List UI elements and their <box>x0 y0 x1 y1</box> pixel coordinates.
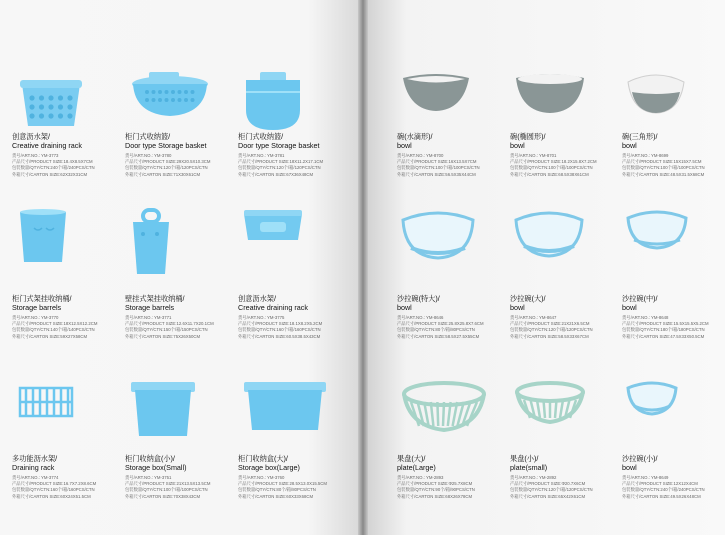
door-basket-icon <box>242 70 304 139</box>
product-name <box>12 455 57 472</box>
spec-art: 货号/ART.NO.: YM-3751 <box>125 475 172 480</box>
product-name-en: Storage box(Small) <box>125 462 187 472</box>
spec-size: 产品尺寸/PRODUCT SIZE:16X13.5X7CM <box>397 159 477 165</box>
product-name-en: Creative draining rack <box>12 140 82 150</box>
spec-qty: 包装数量/QTY/CTN:100个/箱/100PCS/CTN <box>397 165 480 171</box>
spec-carton: 外箱尺寸/CARTON SIZE:67X36X48CM <box>238 171 314 177</box>
spec-size: 产品尺寸/PRODUCT SIZE:18.1X8.2X5.2CM <box>238 321 323 327</box>
product-name <box>397 295 440 312</box>
product-name-cn: 柜门收纳盒(大)/ <box>238 454 288 463</box>
spec-qty: 包装数量/QTY/CTN:160个/箱/160PCS/CTN <box>238 327 321 333</box>
product-name-cn: 果盘(小)/ <box>510 454 539 463</box>
fruit-plate-small-icon <box>514 380 586 429</box>
spec-size: 产品尺寸/PRODUCT SIZE:12.6X11.7X20.1CM <box>125 321 214 327</box>
spec-qty: 包装数量/QTY/CTN:240个/箱/240PCS/CTN <box>12 165 95 171</box>
product-name-cn: 沙拉碗(中)/ <box>622 294 658 303</box>
spec-size: 产品尺寸/PRODUCT SIZE:16.7X7.2X8.6CM <box>12 481 97 487</box>
spec-size: 产品尺寸/PRODUCT SIZE:28.5X13.0X15.5CM <box>238 481 327 487</box>
spec-qty: 包装数量/QTY/CTN:160个/箱/160PCS/CTN <box>12 487 95 493</box>
product-name <box>510 295 546 312</box>
draining-tray-icon <box>242 208 304 247</box>
product-name <box>622 455 658 472</box>
spec-carton: 外箱尺寸/CARTON SIZE:58.5X33X67CM <box>510 333 589 339</box>
product-specs <box>397 315 484 340</box>
spec-art: 货号/ART.NO.: YM-2892 <box>510 475 557 480</box>
product-specs <box>12 475 96 500</box>
spec-size: 产品尺寸/PRODUCT SIZE:25.8X25.8X7.6CM <box>397 321 484 327</box>
product-name-en: bowl <box>397 140 412 150</box>
product-specs <box>125 315 214 340</box>
storage-barrel-icon <box>16 208 70 271</box>
product-name <box>125 295 185 312</box>
product-name <box>238 133 320 150</box>
salad-bowl-m-icon <box>626 208 688 255</box>
product-name <box>510 455 547 472</box>
spec-size: 产品尺寸/PRODUCT SIZE:Φ20.7X6CM <box>510 481 586 487</box>
product-specs <box>238 475 327 500</box>
spec-art: 货号/ART.NO.: YM-8647 <box>510 315 557 320</box>
storage-basket-icon <box>129 70 211 125</box>
spec-carton: 外箱尺寸/CARTON SIZE:58.5X27.5X55CM <box>397 333 480 339</box>
wire-rack-icon <box>16 380 76 425</box>
product-name-cn: 柜门式收纳篮/ <box>238 132 284 141</box>
product-specs <box>397 475 475 500</box>
large-box-icon <box>242 380 328 437</box>
product-name-cn: 创意沥水架/ <box>12 132 50 141</box>
product-name <box>12 295 72 312</box>
spec-art: 货号/ART.NO.: YM-3771 <box>125 315 172 320</box>
product-specs <box>510 475 593 500</box>
product-name-cn: 多功能沥水架/ <box>12 454 58 463</box>
spec-size: 产品尺寸/PRODUCT SIZE:18X12.5X12.2CM <box>12 321 98 327</box>
spec-art: 货号/ART.NO.: YM-8700 <box>397 153 444 158</box>
spec-size: 产品尺寸/PRODUCT SIZE:12X12X4CM <box>622 481 698 487</box>
spec-art: 货号/ART.NO.: YM-3775 <box>238 315 285 320</box>
product-specs <box>622 315 709 340</box>
spec-qty: 包装数量/QTY/CTN:180个/箱/180PCS/CTN <box>622 327 705 333</box>
product-name-cn: 壁挂式架挂收纳桶/ <box>125 294 185 303</box>
triangle-bowl-icon <box>626 70 686 119</box>
spec-qty: 包装数量/QTY/CTN:90个/箱/90PCS/CTN <box>397 487 475 493</box>
spec-art: 货号/ART.NO.: YM-3770 <box>12 315 59 320</box>
drop-bowl-icon <box>401 70 471 117</box>
spec-carton: 外箱尺寸/CARTON SIZE:70X38X43CM <box>125 493 201 499</box>
product-specs <box>622 153 705 178</box>
product-specs <box>510 315 593 340</box>
product-name-en: Draining rack <box>12 462 55 472</box>
product-name-cn: 沙拉碗(大)/ <box>510 294 546 303</box>
product-name-cn: 柜门式架挂收纳桶/ <box>12 294 72 303</box>
product-name <box>510 133 546 150</box>
spec-qty: 包装数量/QTY/CTN:120个/箱/120PCS/CTN <box>238 165 321 171</box>
spec-qty: 包装数量/QTY/CTN:240个/箱/240PCS/CTN <box>622 487 705 493</box>
small-box-icon <box>129 380 197 443</box>
wall-barrel-icon <box>129 208 173 283</box>
spec-carton: 外箱尺寸/CARTON SIZE:60.5X38.5X43CM <box>238 333 321 339</box>
spec-size: 产品尺寸/PRODUCT SIZE:Φ25.7X8CM <box>397 481 473 487</box>
spec-size: 产品尺寸/PRODUCT SIZE:15.5X15.5X5.2CM <box>622 321 709 327</box>
product-name <box>397 133 433 150</box>
product-name <box>125 133 207 150</box>
spec-size: 产品尺寸/PRODUCT SIZE:18.4X8.5X7CM <box>12 159 93 165</box>
product-name-cn: 碗(椭圆形)/ <box>510 132 546 141</box>
product-name-cn: 果盘(大)/ <box>397 454 426 463</box>
spec-carton: 外箱尺寸/CARTON SIZE:56.5X35X44CM <box>397 171 476 177</box>
product-name <box>622 295 658 312</box>
draining-rack-icon <box>16 70 86 135</box>
spec-art: 货号/ART.NO.: YM-2893 <box>397 475 444 480</box>
spec-size: 产品尺寸/PRODUCT SIZE:29X20.5X10.3CM <box>125 159 211 165</box>
spec-art: 货号/ART.NO.: YM-3760 <box>238 475 285 480</box>
spec-carton: 外箱尺寸/CARTON SIZE:75X26X50CM <box>125 333 201 339</box>
product-name-en: bowl <box>510 140 525 150</box>
spec-carton: 外箱尺寸/CARTON SIZE:47.5X33X50.5CM <box>622 333 705 339</box>
product-name-en: bowl <box>622 302 637 312</box>
spec-art: 货号/ART.NO.: YM-8699 <box>622 153 669 158</box>
product-specs <box>12 153 95 178</box>
product-name-cn: 沙拉碗(小)/ <box>622 454 658 463</box>
product-name-en: Storage barrels <box>12 302 62 312</box>
product-name-en: bowl <box>622 140 637 150</box>
product-specs <box>397 153 480 178</box>
product-name <box>397 455 436 472</box>
book-gutter <box>358 0 368 535</box>
product-name <box>12 133 82 150</box>
spec-carton: 外箱尺寸/CARTON SIZE:62X32X31CM <box>12 171 88 177</box>
product-name-en: Creative draining rack <box>238 302 308 312</box>
spec-qty: 包装数量/QTY/CTN:80个/箱/80PCS/CTN <box>238 487 316 493</box>
product-name-en: Storage box(Large) <box>238 462 300 472</box>
spec-carton: 外箱尺寸/CARTON SIZE:60X24X51.5CM <box>12 493 91 499</box>
spec-carton: 外箱尺寸/CARTON SIZE:68.5X38X61CM <box>510 171 589 177</box>
product-name-en: bowl <box>397 302 412 312</box>
product-specs <box>12 315 97 340</box>
spec-qty: 包装数量/QTY/CTN:120个/箱/120PCS/CTN <box>510 487 593 493</box>
spec-carton: 外箱尺寸/CARTON SIZE:49.5X26X48CM <box>622 493 701 499</box>
salad-bowl-l-icon <box>514 208 584 263</box>
spec-art: 货号/ART.NO.: YM-3780 <box>125 153 172 158</box>
spec-art: 货号/ART.NO.: YM-8701 <box>510 153 557 158</box>
spec-carton: 外箱尺寸/CARTON SIZE:68X26X78CM <box>397 493 473 499</box>
spec-art: 货号/ART.NO.: YM-8648 <box>622 315 669 320</box>
spec-size: 产品尺寸/PRODUCT SIZE:21X13.5X13.5CM <box>125 481 211 487</box>
spec-carton: 外箱尺寸/CARTON SIZE:48.5X31.5X68CM <box>622 171 705 177</box>
product-name-cn: 柜门收纳盒(小)/ <box>125 454 175 463</box>
product-name-cn: 沙拉碗(特大)/ <box>397 294 440 303</box>
product-name <box>238 455 300 472</box>
spec-carton: 外箱尺寸/CARTON SIZE:65X42X61CM <box>510 493 586 499</box>
product-name-en: Storage barrels <box>125 302 175 312</box>
product-specs <box>238 315 322 340</box>
fruit-plate-large-icon <box>401 380 487 437</box>
product-name-cn: 碗(三角形)/ <box>622 132 658 141</box>
product-name-cn: 碗(水滴形)/ <box>397 132 433 141</box>
spec-qty: 包装数量/QTY/CTN:120个/箱/120PCS/CTN <box>510 327 593 333</box>
spec-qty: 包装数量/QTY/CTN:100个/箱/100PCS/CTN <box>510 165 593 171</box>
salad-bowl-xl-icon <box>401 208 475 265</box>
spec-art: 货号/ART.NO.: YM-3781 <box>238 153 285 158</box>
spec-art: 货号/ART.NO.: YM-3774 <box>12 475 59 480</box>
product-specs <box>125 475 210 500</box>
product-name-cn: 柜门式收纳篮/ <box>125 132 171 141</box>
product-name-en: bowl <box>622 462 637 472</box>
spec-art: 货号/ART.NO.: YM-8649 <box>622 475 669 480</box>
product-name-en: Door type Storage basket <box>238 140 320 150</box>
product-name <box>622 133 658 150</box>
product-name-en: plate(Large) <box>397 462 436 472</box>
spec-size: 产品尺寸/PRODUCT SIZE:18X11.2X17.1CM <box>238 159 324 165</box>
product-name <box>238 295 308 312</box>
product-specs <box>622 475 705 500</box>
oval-bowl-icon <box>514 70 586 119</box>
spec-art: 货号/ART.NO.: YM-8646 <box>397 315 444 320</box>
spec-qty: 包装数量/QTY/CTN:100个/箱/100PCS/CTN <box>622 165 705 171</box>
spec-size: 产品尺寸/PRODUCT SIZE:21X21X6.5CM <box>510 321 590 327</box>
salad-bowl-s-icon <box>626 380 678 421</box>
spec-qty: 包装数量/QTY/CTN:120个/箱/120PCS/CTN <box>125 165 208 171</box>
product-name-en: Door type Storage basket <box>125 140 207 150</box>
spec-carton: 外箱尺寸/CARTON SIZE:59X27X58CM <box>12 333 88 339</box>
spec-qty: 包装数量/QTY/CTN:140个/箱/140PCS/CTN <box>12 327 95 333</box>
product-specs <box>125 153 210 178</box>
product-name-cn: 创意沥水架/ <box>238 294 276 303</box>
spec-qty: 包装数量/QTY/CTN:100个/箱/100PCS/CTN <box>125 487 208 493</box>
product-specs <box>238 153 323 178</box>
spec-qty: 包装数量/QTY/CTN:150个/箱/150PCS/CTN <box>125 327 208 333</box>
spec-size: 产品尺寸/PRODUCT SIZE:15X15X7.5CM <box>622 159 702 165</box>
spec-size: 产品尺寸/PRODUCT SIZE:18.2X15.8X7.2CM <box>510 159 597 165</box>
spec-carton: 外箱尺寸/CARTON SIZE:71X30X61CM <box>125 171 201 177</box>
product-name <box>125 455 187 472</box>
product-name-en: bowl <box>510 302 525 312</box>
product-name-en: plate(small) <box>510 462 548 472</box>
spec-carton: 外箱尺寸/CARTON SIZE:60X33X68CM <box>238 493 314 499</box>
spec-art: 货号/ART.NO.: YM-3773 <box>12 153 59 158</box>
product-specs <box>510 153 597 178</box>
spec-qty: 包装数量/QTY/CTN:80个/箱/80PCS/CTN <box>397 327 475 333</box>
